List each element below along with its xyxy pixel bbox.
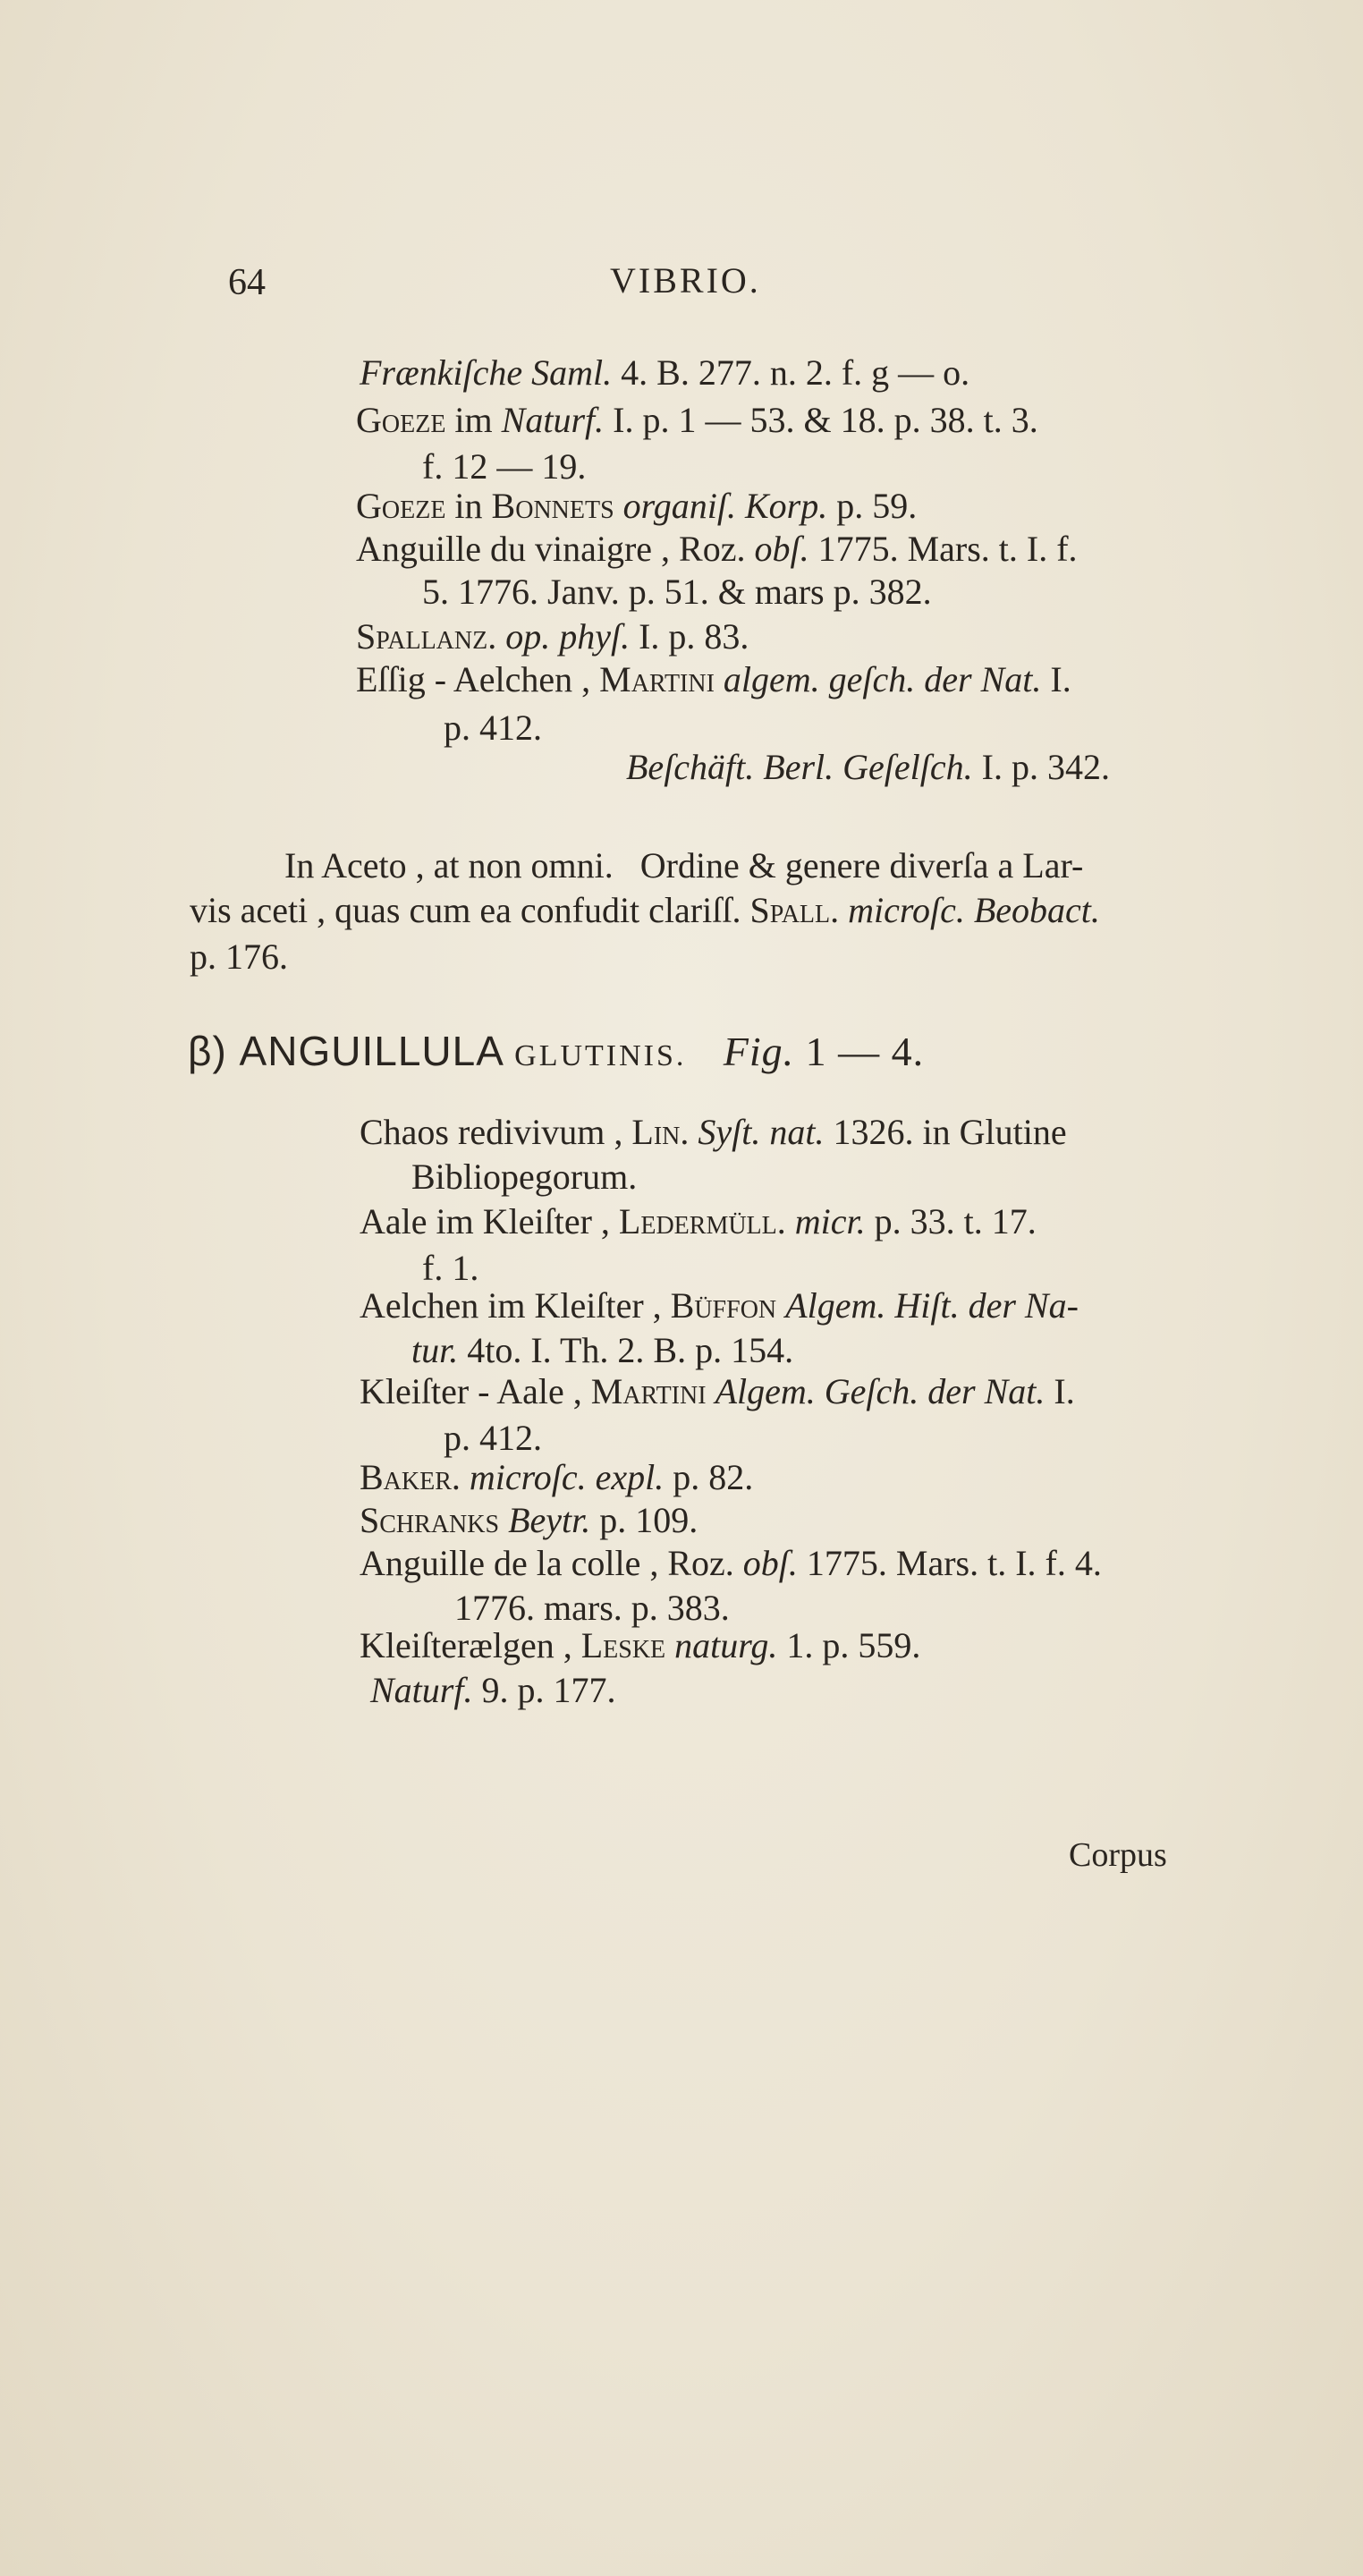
ref-line [422,1250,478,1286]
text-segment [689,1112,698,1152]
text-segment: naturg. [674,1625,778,1665]
ref-line [356,488,917,524]
text-segment: I. p. 342. [972,747,1110,787]
text-segment: p. 59. [827,486,918,526]
text-segment [839,890,848,930]
running-title: VIBRIO. [610,260,761,301]
text-segment: algem. geſch. der Nat. [723,659,1042,699]
text-segment [707,1371,715,1411]
text-segment: p. 82. [664,1457,754,1497]
ref-line [454,1590,730,1626]
text-segment: Büffon [670,1285,777,1326]
ref-line [360,1114,1067,1150]
text-segment: Ledermüll. [618,1201,786,1241]
text-segment: Beſchäft. Berl. Geſelſch. [626,747,973,787]
text-segment: Baker. [360,1457,461,1497]
text-segment: Kleiſterælgen , [360,1625,581,1665]
text-segment: Naturf. [370,1670,473,1710]
text-segment: Aelchen im Kleiſter , [360,1285,671,1326]
text-segment: I. [1041,659,1071,699]
text-segment [665,1625,674,1665]
ref-line [360,1500,698,1540]
ref-line [444,1420,542,1456]
text-segment: Eſſig - Aelchen , [356,659,600,699]
text-segment: 1775. Mars. t. I. f. [808,529,1078,569]
text-segment: obſ. [742,1543,798,1583]
text-segment: Martini [599,659,715,699]
heading-epithet: GLUTINIS. [514,1039,687,1072]
text-segment: micr. [794,1201,866,1241]
text-segment: Bonnets [491,486,614,526]
text-segment: Frænkiſche Saml. [360,352,613,393]
text-segment: Chaos redivivum , [360,1112,632,1152]
ref-line [356,616,749,657]
text-segment [499,1500,508,1540]
text-segment: p. 412. [444,708,542,748]
text-segment: Spallanz. [356,616,497,657]
ref-line [360,1625,921,1665]
text-segment: f. 1. [422,1248,479,1288]
ref-line [360,352,970,393]
ref-line [360,1543,1102,1583]
ref-line [356,659,1071,699]
ref-line [360,1371,1075,1411]
text-segment: 1776. mars. p. 383. [454,1588,730,1628]
ref-line [411,1159,637,1195]
text-segment: 1326. in Glutine [824,1112,1067,1152]
text-segment: p. 412. [444,1418,542,1458]
text-segment [614,486,623,526]
text-segment: Goeze [356,400,446,440]
text-segment: Bibliopegorum. [411,1157,638,1197]
catchword: Corpus [1069,1836,1167,1874]
ref-line [360,1457,754,1497]
text-segment: in [445,486,492,526]
ref-line [422,446,587,487]
ref-line [422,574,932,610]
text-segment: Schranks [360,1500,500,1540]
text-segment: Aale im Kleiſter , [360,1201,619,1241]
page-number: 64 [228,262,266,303]
text-segment: 9. p. 177. [472,1670,616,1710]
text-segment: I. p. 83. [630,616,749,657]
text-segment: p. 33. t. 17. [865,1201,1037,1241]
ref-line [356,531,1078,567]
text-segment [776,1285,785,1326]
text-segment: 1775. Mars. t. I. f. 4. [797,1543,1102,1583]
text-segment [715,659,724,699]
text-segment [496,616,505,657]
text-segment: Anguille du vinaigre , Roz. [356,529,755,569]
text-segment: Algem. Hiſt. der Na- [785,1285,1079,1326]
ref-line [411,1330,794,1370]
text-segment: Kleiſter - Aale , [360,1371,591,1411]
text-segment: 4. B. 277. n. 2. f. g — o. [612,352,970,393]
text-segment: microſc. Beobact. [848,890,1100,930]
text-segment [786,1201,795,1241]
text-segment [461,1457,470,1497]
text-segment: Syſt. nat. [698,1112,825,1152]
text-segment: Martini [590,1371,707,1411]
text-segment: Anguille de la colle , Roz. [360,1543,743,1583]
text-segment: Algem. Geſch. der Nat. [715,1371,1046,1411]
paragraph-line [190,890,1100,930]
ref-line [360,1285,1079,1326]
ref-line [370,1670,616,1710]
section-heading [188,1027,924,1075]
text-segment: tur. [411,1330,459,1370]
paragraph-line [284,845,1084,886]
text-segment: 5. 1776. Janv. p. 51. & mars p. 382. [422,572,932,612]
text-segment: Goeze [356,486,446,526]
paragraph-line [190,936,288,977]
text-segment: Beytr. [508,1500,591,1540]
heading-fig-range: 1 — 4. [794,1029,925,1074]
text-segment: 4to. I. Th. 2. B. p. 154. [458,1330,794,1370]
text-segment: f. 12 — 19. [422,446,587,487]
text-segment: Lin. [631,1112,690,1152]
text-segment: Spall. [749,890,840,930]
text-segment: p. 109. [590,1500,698,1540]
heading-fig-label: Fig. [723,1029,795,1074]
text-segment: 1. p. 559. [777,1625,921,1665]
ref-line [356,402,1038,438]
heading-prefix: β) ANGUILLULA [188,1028,515,1074]
text-segment: organiſ. Korp. [622,486,828,526]
ref-line [360,1201,1037,1241]
text-segment: Naturf. [501,400,605,440]
text-segment: vis aceti , quas cum ea confudit clariſſ. [190,890,750,930]
text-segment: im [445,400,502,440]
text-segment: p. 176. [190,936,288,977]
ref-line [444,710,542,746]
text-segment: Leske [580,1625,666,1665]
text-segment: I. p. 1 — 53. & 18. p. 38. t. 3. [604,400,1038,440]
text-segment: obſ. [754,529,809,569]
text-segment: I. [1045,1371,1075,1411]
text-segment: In Aceto , at non omni. Ordine & genere diverſa a Lar- [284,845,1084,886]
ref-line [626,747,1110,787]
text-segment: op. phyſ. [505,616,631,657]
text-segment: microſc. expl. [469,1457,665,1497]
